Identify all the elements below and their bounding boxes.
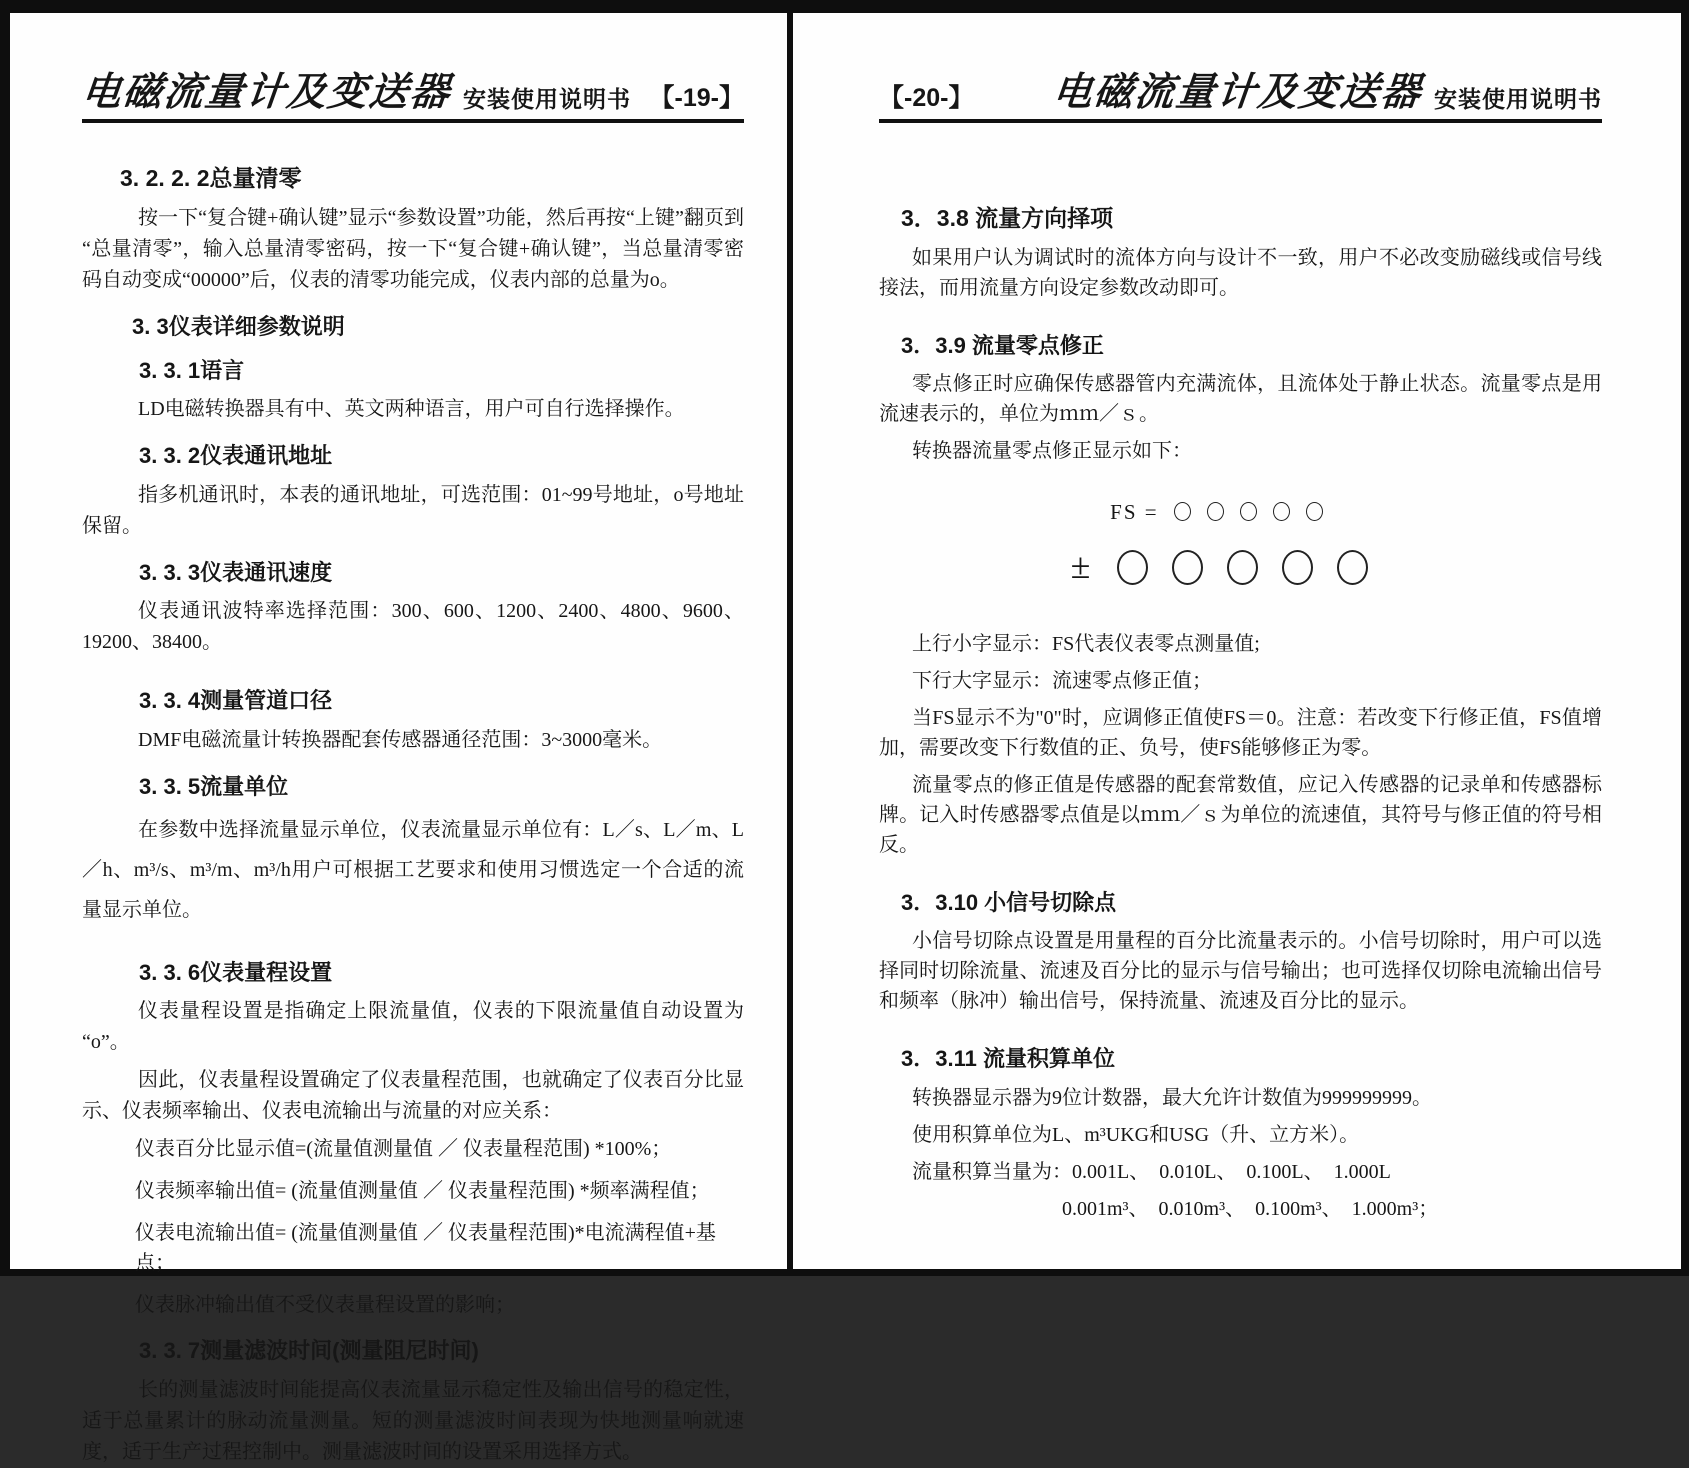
fs-digit-circle-small: [1207, 502, 1224, 521]
section-heading: 3. 3. 4测量管道口径: [139, 688, 333, 714]
manual-subtitle: 安装使用说明书: [1433, 85, 1602, 112]
formula-line: 仪表频率输出值= (流量值测量值 ／ 仪表量程范围) *频率满程值；: [135, 1180, 710, 1203]
formula-line: 仪表脉冲输出值不受仪表量程设置的影响；: [135, 1294, 515, 1317]
fs-digit-circle-small: [1273, 502, 1290, 521]
section-heading: 3. 3仪表详细参数说明: [132, 313, 345, 339]
paragraph: 按一下“复合键+确认键”显示“参数设置”功能，然后再按“上键”翻页到“总量清零”，输入总量清零密码，按一下“复合键+确认键”，当总量清零密码自动变成“00000”后，仪表的清零功能完成，仪表内部的总量为o。: [82, 206, 744, 291]
paragraph: 零点修正时应确保传感器管内充满流体，且流体处于静止状态。流量零点是用流速表示的，单位为ｍｍ／ｓ。: [879, 372, 1602, 425]
page-number-19: 【-19-】: [649, 83, 744, 112]
section-heading: 3．3.11 流量积算单位: [901, 1046, 1115, 1072]
fs-digit-circle-small: [1174, 502, 1191, 521]
page-20-header: [879, 73, 1602, 123]
section-heading: 3．3.10 小信号切除点: [901, 889, 1117, 915]
fs-zero-display-lower-row: [879, 545, 1572, 589]
manual-page-19: [10, 13, 787, 1463]
paragraph: 转换器流量零点修正显示如下：: [912, 439, 1192, 462]
section-heading: 3. 3. 3仪表通讯速度: [139, 559, 333, 585]
fs-label: FS =: [1110, 499, 1159, 524]
page-number-20: 【-20-】: [879, 83, 974, 112]
paragraph: 流量零点的修正值是传感器的配套常数值，应记入传感器的记录单和传感器标牌。记入时传感器零点值是以ｍｍ／ｓ为单位的流速值，其符号与修正值的符号相反。: [879, 773, 1602, 856]
fs-digit-circle-large: [1172, 550, 1203, 585]
manual-subtitle: 安装使用说明书: [463, 85, 632, 112]
fs-digit-circle-large: [1227, 550, 1258, 585]
fs-digit-circle-small: [1240, 502, 1257, 521]
fs-digit-circle-large: [1282, 550, 1313, 585]
formula-line: 仪表百分比显示值=(流量值测量值 ／ 仪表量程范围) *100%；: [135, 1138, 672, 1161]
paragraph: 使用积算单位为L、m³UKG和USG（升、立方米）。: [912, 1123, 1360, 1146]
paragraph: DMF电磁流量计转换器配套传感器通径范围：3~3000毫米。: [138, 728, 663, 751]
header-title-group: [1050, 71, 1602, 114]
manual-title: 电磁流量计及变送器: [79, 71, 454, 114]
section-heading: 3．3.8 流量方向择项: [901, 205, 1114, 231]
paragraph: 小信号切除点设置是用量程的百分比流量表示的。小信号切除时，用户可以选择同时切除流量、流速及百分比的显示与信号输出；也可选择仅切除电流输出信号和频率（脉冲）输出信号，保持流量、流速及百分比的显示。: [879, 930, 1602, 1013]
paragraph: 下行大字显示：流速零点修正值；: [912, 669, 1212, 692]
plus-minus-sign: ±: [1070, 545, 1091, 586]
paragraph: 在参数中选择流量显示单位，仪表流量显示单位有：L／s、L／m、L／h、m³/s、m³/m、m³/h用户可根据工艺要求和使用习惯选定一个合适的流量显示单位。: [82, 818, 744, 921]
manual-title: 电磁流量计及变送器: [1050, 71, 1425, 114]
paragraph: 仪表通讯波特率选择范围：300、600、1200、2400、4800、9600、19200、38400。: [82, 600, 744, 654]
fs-digit-circle-small: [1306, 502, 1323, 521]
section-heading: 3. 2. 2. 2总量清零: [120, 165, 302, 191]
page-19-header: [79, 71, 744, 123]
section-heading: 3. 3. 1语言: [139, 357, 245, 383]
paragraph: 转换器显示器为9位计数器，最大允许计数值为999999999。: [912, 1086, 1432, 1109]
paragraph: 如果用户认为调试时的流体方向与设计不一致，用户不必改变励磁线或信号线接法，而用流量方向设定参数改动即可。: [879, 246, 1602, 299]
paragraph: 指多机通讯时，本表的通讯地址，可选范围：01~99号地址，o号地址保留。: [82, 483, 744, 537]
section-heading: 3. 3. 5流量单位: [139, 773, 289, 799]
fs-zero-display-upper-row: [879, 500, 1562, 525]
paragraph: 因此，仪表量程设置确定了仪表量程范围，也就确定了仪表百分比显示、仪表频率输出、仪表电流输出与流量的对应关系：: [82, 1069, 744, 1123]
paragraph: 仪表量程设置是指确定上限流量值，仪表的下限流量值自动设置为“o”。: [82, 1000, 744, 1054]
paragraph: 长的测量滤波时间能提高仪表流量显示稳定性及输出信号的稳定性，适于总量累计的脉动流量测量。短的测量滤波时间表现为快地测量响就速度，适于生产过程控制中。测量滤波时间的设置采用选择方式。: [82, 1378, 744, 1463]
fs-digit-circle-large: [1117, 550, 1148, 585]
fs-digit-circle-large: [1337, 550, 1368, 585]
section-heading: 3. 3. 6仪表量程设置: [139, 959, 333, 985]
section-heading: 3. 3. 7测量滤波时间(测量阻尼时间): [139, 1338, 479, 1364]
section-heading: 3．3.9 流量零点修正: [901, 332, 1104, 358]
manual-page-20: [793, 13, 1681, 1269]
paragraph: 当FS显示不为"0"时，应调修正值使FS＝0。注意：若改变下行修正值，FS值增加，需要改变下行数值的正、负号，使FS能够修正为零。: [879, 706, 1602, 759]
formula-line: 仪表电流输出值= (流量值测量值 ／ 仪表量程范围)*电流满程值+基点；: [135, 1222, 716, 1275]
paragraph: 0.001m³、 0.010m³、 0.100m³、 1.000m³；: [1062, 1197, 1439, 1220]
paragraph: 流量积算当量为：0.001L、 0.010L、 0.100L、 1.000L: [912, 1160, 1391, 1183]
paragraph: LD电磁转换器具有中、英文两种语言，用户可自行选择操作。: [138, 398, 685, 421]
paragraph: 上行小字显示：FS代表仪表零点测量值;: [912, 632, 1260, 655]
section-heading: 3. 3. 2仪表通讯地址: [139, 443, 333, 469]
